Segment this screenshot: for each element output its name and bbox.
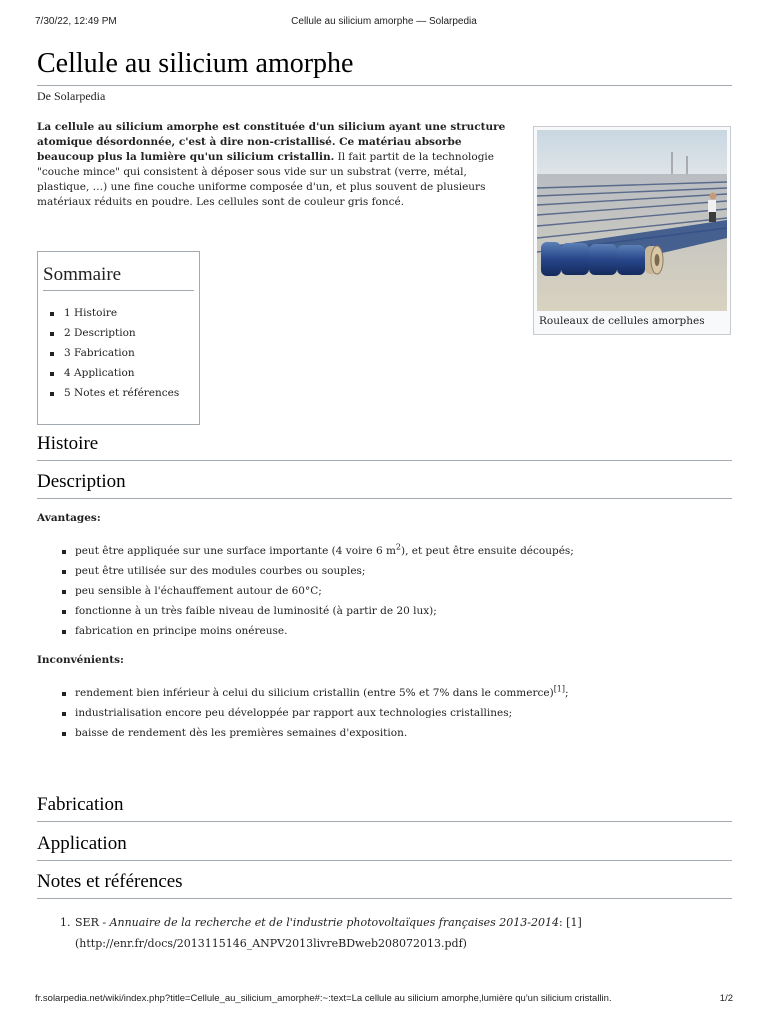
print-title: Cellule au silicium amorphe — Solarpedia bbox=[291, 16, 477, 27]
ref-link[interactable]: [1] bbox=[553, 684, 566, 694]
list-item: peut être appliquée sur une surface importante (4 voire 6 $m^2$), et peut être ensuite découpés; bbox=[37, 541, 732, 561]
toc-item-histoire[interactable]: 1 Histoire bbox=[64, 303, 199, 323]
list-item: rendement bien inférieur à celui du silicium cristallin (entre 5% et 7% dans le commerce)[1]; bbox=[37, 683, 732, 703]
toc-item-description[interactable]: 2 Description bbox=[64, 323, 199, 343]
drawbacks-label: Inconvénients: bbox=[37, 654, 124, 666]
list-item: industrialisation encore peu développée par rapport aux technologies cristallines; bbox=[37, 703, 732, 723]
heading-notes: Notes et références bbox=[37, 871, 732, 899]
list-item: fonctionne à un très faible niveau de luminosité (à partir de 20 lux); bbox=[37, 601, 732, 621]
site-subtitle: De Solarpedia bbox=[37, 89, 106, 103]
print-footer bbox=[35, 993, 733, 1007]
reference-title: Annuaire de la recherche et de l'industrie photovoltaïques françaises 2013-2014 bbox=[109, 916, 559, 929]
page-number: 1/2 bbox=[719, 993, 733, 1004]
heading-application: Application bbox=[37, 833, 732, 861]
intro-rest: Il fait partit de la technologie "couche mince" qui consistent à déposer sous vide sur un substrat (verre, métal, plastique, …) une fine couche uniforme composée d'un, et plus souvent de plusieurs matériaux réduits en poudre. Les cellules sont de couleur gris foncé. bbox=[37, 151, 494, 208]
toc-item-fabrication[interactable]: 3 Fabrication bbox=[64, 343, 199, 363]
intro-bold: La cellule au silicium amorphe est constituée d'un silicium ayant une structure atomique désordonnée, c'est à dire non-cristallisé. Ce matériau absorbe beaucoup plus la lumière qu'un silicium cristallin. bbox=[37, 121, 506, 163]
list-item: peut être utilisée sur des modules courbes ou souples; bbox=[37, 561, 732, 581]
toc-title: Sommaire bbox=[43, 264, 194, 291]
reference-number: 1. bbox=[60, 916, 71, 929]
print-url: fr.solarpedia.net/wiki/index.php?title=Cellule_au_silicium_amorphe#:~:text=La cellule au silicium amorphe,lumière qu'un silicium cristallin. bbox=[35, 993, 612, 1004]
toc-item-application[interactable]: 4 Application bbox=[64, 363, 199, 383]
figure-caption: Rouleaux de cellules amorphes bbox=[539, 315, 705, 327]
solar-rolls-image[interactable] bbox=[537, 130, 727, 311]
reference-url[interactable]: (http://enr.fr/docs/2013115146_ANPV2013livreBDweb208072013.pdf) bbox=[75, 937, 467, 950]
table-of-contents bbox=[37, 251, 200, 425]
advantages-list bbox=[37, 541, 732, 641]
advantages-label: Avantages: bbox=[37, 512, 101, 524]
drawbacks-list bbox=[37, 683, 732, 743]
heading-fabrication: Fabrication bbox=[37, 794, 732, 822]
page-title: Cellule au silicium amorphe bbox=[37, 46, 732, 86]
heading-histoire: Histoire bbox=[37, 433, 732, 461]
toc-item-notes[interactable]: 5 Notes et références bbox=[64, 383, 199, 403]
list-item: fabrication en principe moins onéreuse. bbox=[37, 621, 732, 641]
print-date: 7/30/22, 12:49 PM bbox=[35, 16, 117, 27]
list-item: baisse de rendement dès les premières semaines d'exposition. bbox=[37, 723, 732, 743]
toc-list bbox=[38, 303, 199, 403]
reference-text: SER - Annuaire de la recherche et de l'industrie photovoltaïques françaises 2013-2014: [1] (http://enr.fr/docs/2013115146_ANPV2013livreBDweb208072013.pdf) bbox=[75, 916, 582, 950]
heading-description: Description bbox=[37, 471, 732, 499]
list-item: peu sensible à l'échauffement autour de 60°C; bbox=[37, 581, 732, 601]
reference-link[interactable]: : [1] bbox=[558, 916, 582, 929]
figure bbox=[533, 126, 731, 335]
intro-paragraph bbox=[37, 120, 509, 210]
print-header bbox=[35, 16, 733, 30]
article bbox=[37, 46, 732, 950]
